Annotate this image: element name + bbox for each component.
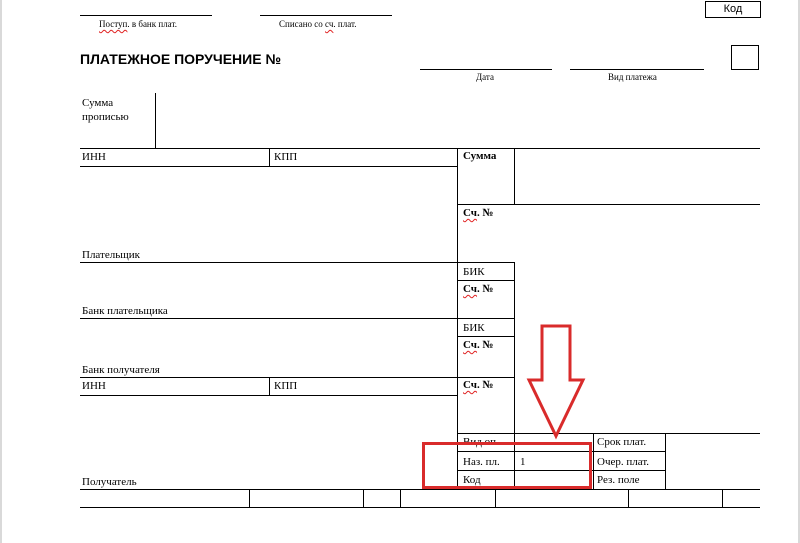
row-line-amount-bottom [457, 204, 514, 205]
received-line [80, 15, 212, 16]
row-line-inn2-bottom [80, 395, 457, 396]
column-divider-codes-right [665, 433, 666, 489]
recipient-inn-label: ИНН [82, 380, 106, 392]
payer-account-label: Сч. № [463, 207, 494, 219]
due-date-label: Срок плат. [597, 436, 647, 448]
recipient-bank-label: Банк получателя [82, 364, 160, 376]
row-line-recipient-bottom [80, 489, 760, 490]
highlight-box [422, 442, 592, 489]
annotation-arrow-icon [525, 322, 587, 440]
payer-bank-account-label: Сч. № [463, 283, 494, 295]
row-line-bik2 [457, 336, 514, 337]
payment-type-line [570, 69, 704, 70]
bottom-cell-divider-6 [722, 489, 723, 507]
column-divider-codes [593, 433, 594, 489]
queue-label: Очер. плат. [597, 456, 650, 468]
debited-label: Списано со сч. плат. [279, 19, 357, 29]
bottom-cell-divider-3 [400, 489, 401, 507]
code-label: Код [463, 474, 481, 486]
amount-label: Сумма [463, 150, 497, 162]
bottom-cell-divider-4 [495, 489, 496, 507]
payer-kpp-label: КПП [274, 151, 298, 163]
row-line-payer-bottom [80, 262, 514, 263]
payment-type-label: Вид платежа [608, 72, 657, 82]
window-left-border [0, 0, 2, 543]
op-type-label: Вид оп. [463, 436, 499, 448]
amount-words-label-1: Сумма [82, 97, 114, 109]
payer-inn-label: ИНН [82, 151, 106, 163]
recipient-kpp-label: КПП [274, 380, 298, 392]
row-line-payer-bank-bottom [80, 318, 514, 319]
bottom-cell-divider-2 [363, 489, 364, 507]
row-line-inn-bottom [80, 166, 457, 167]
row-line-inn-top [80, 148, 760, 149]
date-line [420, 69, 552, 70]
bottom-cell-divider-5 [628, 489, 629, 507]
payment-status-box[interactable] [731, 45, 759, 70]
recipient-account-label: Сч. № [463, 379, 494, 391]
reserve-field-label: Рез. поле [597, 474, 640, 486]
amount-words-label-2: прописью [82, 111, 129, 123]
row-line-recipient-account [457, 433, 514, 434]
inn-kpp-divider-1 [269, 148, 270, 166]
bottom-cell-divider-1 [249, 489, 250, 507]
date-label: Дата [476, 72, 494, 82]
row-line-bottom [80, 507, 760, 508]
inn-kpp-divider-2 [269, 377, 270, 395]
form-code-box: Код [705, 1, 761, 18]
payer-label: Плательщик [82, 249, 140, 261]
purpose-code-value[interactable]: 1 [520, 456, 526, 468]
column-divider-left [457, 148, 458, 489]
row-line-amount-bottom-right [514, 204, 760, 205]
page-title: ПЛАТЕЖНОЕ ПОРУЧЕНИЕ № [80, 51, 282, 67]
recipient-label: Получатель [82, 476, 137, 488]
amount-words-divider [155, 93, 156, 148]
purpose-code-label: Наз. пл. [463, 456, 500, 468]
column-divider-amount [514, 148, 515, 205]
recipient-bank-account-label: Сч. № [463, 339, 494, 351]
row-line-bik1 [457, 280, 514, 281]
received-label: Поступ. в банк плат. [99, 19, 177, 29]
payer-bank-label: Банк плательщика [82, 305, 168, 317]
row-line-recipient-bank-bottom [80, 377, 514, 378]
recipient-bank-bik-label: БИК [463, 322, 485, 334]
payer-bank-bik-label: БИК [463, 266, 485, 278]
debited-line [260, 15, 392, 16]
